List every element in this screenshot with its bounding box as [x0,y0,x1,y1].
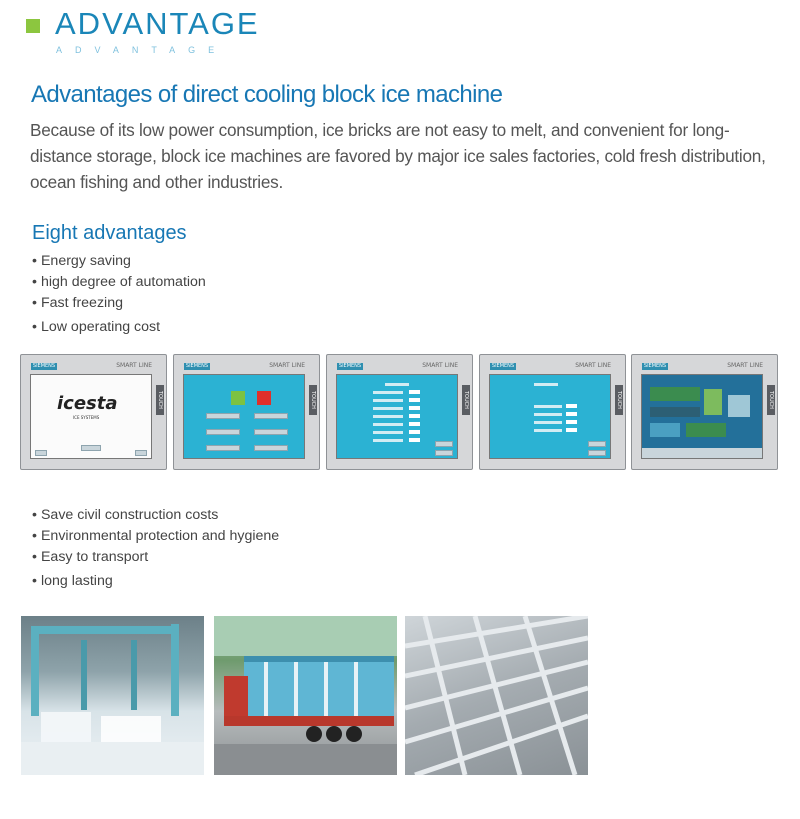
param-row [373,439,403,442]
hmi-panel-parameters [326,354,473,470]
process-pipe [650,407,700,417]
param-row [373,391,403,394]
icesta-logo: icesta [57,393,118,414]
status-bar [642,448,762,458]
param-row [373,399,403,402]
setting-row [534,405,562,408]
siemens-label: SIEMENS [32,363,56,369]
header-square-icon [26,19,40,33]
control-button [206,429,240,435]
touch-label: TOUCH [156,385,164,415]
logo-subtitle: ICE SYSTEMS [73,415,100,420]
smart-line-label: SMART LINE [727,362,763,369]
touch-label: TOUCH [462,385,470,415]
param-row [373,431,403,434]
touch-label: TOUCH [615,385,623,415]
back-button [435,450,453,456]
hmi-panel-overview [631,354,778,470]
list-item: • Low operating cost [32,317,206,338]
control-button [254,413,288,419]
right-button [135,450,147,456]
siemens-label: SIEMENS [643,363,667,369]
smart-line-label: SMART LINE [269,362,305,369]
setting-value [566,412,577,416]
process-unit [704,389,722,415]
setting-value [566,428,577,432]
setting-row [534,413,562,416]
advantages-title: Eight advantages [32,222,187,244]
process-unit [728,395,750,417]
start-indicator [231,391,245,405]
hmi-panel-control [173,354,320,470]
back-button [588,450,606,456]
screen-title-bar [534,383,558,386]
param-value [409,406,420,410]
photo-ice-grid [405,616,588,775]
param-row [373,407,403,410]
list-item: • high degree of automation [32,272,206,293]
param-value [409,422,420,426]
setting-value [566,404,577,408]
list-item: • Fast freezing [32,293,206,314]
touch-label: TOUCH [767,385,775,415]
list-item: • long lasting [32,571,279,592]
param-value [409,414,420,418]
touch-label: TOUCH [309,385,317,415]
screen-title-bar [385,383,409,386]
control-button [206,413,240,419]
param-row [373,423,403,426]
list-item: • Environmental protection and hygiene [32,526,279,547]
process-tank [650,423,680,437]
control-button [206,445,240,451]
param-value [409,430,420,434]
setting-row [534,429,562,432]
param-value [409,438,420,442]
hmi-screen [183,374,305,459]
setting-row [534,421,562,424]
photo-truck-machine [214,616,397,775]
process-unit [686,423,726,437]
control-button [254,429,288,435]
left-button [35,450,47,456]
param-value [409,398,420,402]
param-row [373,415,403,418]
list-item: • Energy saving [32,251,206,272]
hmi-screen [641,374,763,459]
control-button [254,445,288,451]
advantages-list-1 [32,251,206,338]
siemens-label: SIEMENS [491,363,515,369]
hmi-panel-settings [479,354,626,470]
process-tank [650,387,700,401]
siemens-label: SIEMENS [185,363,209,369]
param-value [409,390,420,394]
list-item: • Easy to transport [32,547,279,568]
hmi-screen [30,374,152,459]
smart-line-label: SMART LINE [575,362,611,369]
list-item: • Save civil construction costs [32,505,279,526]
header-subtitle: ADVANTAGE [56,45,228,55]
next-button [588,441,606,447]
photo-ice-blocks [21,616,204,775]
setting-value [566,420,577,424]
advantages-list-2 [32,505,279,592]
smart-line-label: SMART LINE [116,362,152,369]
hmi-screen [336,374,458,459]
smart-line-label: SMART LINE [422,362,458,369]
hmi-screen [489,374,611,459]
section-title: Advantages of direct cooling block ice machine [31,81,503,108]
hmi-panel-logo [20,354,167,470]
header-title: ADVANTAGE [55,6,260,41]
next-button [435,441,453,447]
intro-paragraph: Because of its low power consumption, ice bricks are not easy to melt, and convenient for long-distance storage, block ice machines are favored by major ice sales factories, cold fresh distribution, ocean fishing and other industries. [30,120,766,192]
stop-indicator [257,391,271,405]
siemens-label: SIEMENS [338,363,362,369]
enter-button [81,445,101,451]
